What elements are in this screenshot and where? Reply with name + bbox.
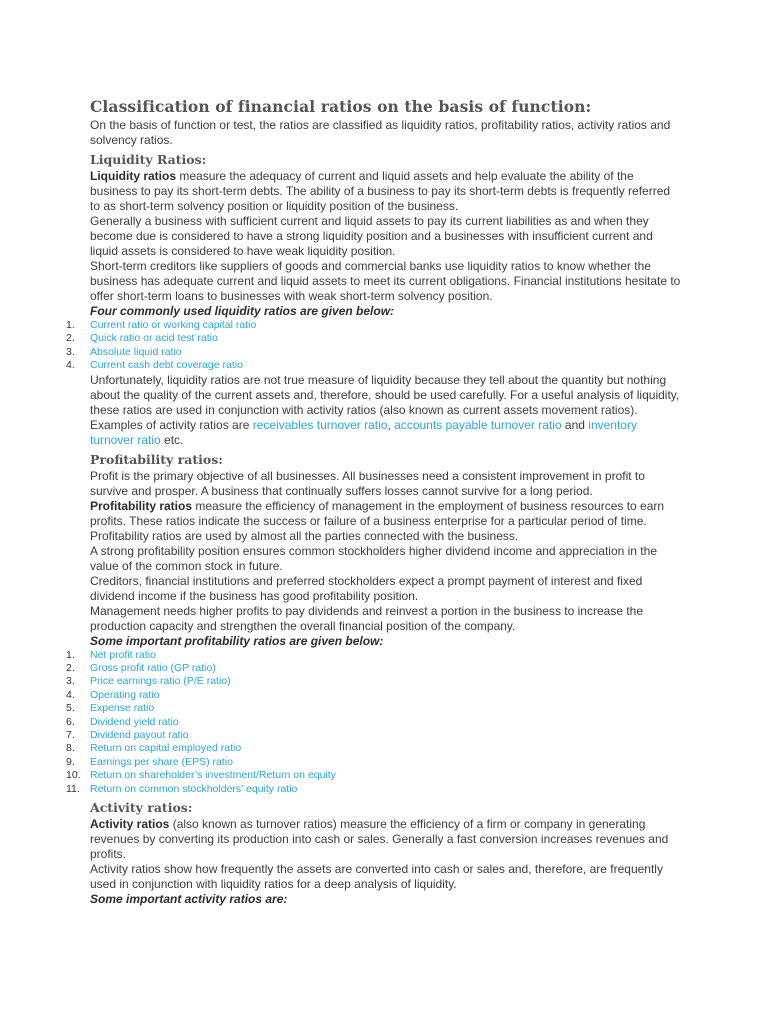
liquidity-paragraph-4: Unfortunately, liquidity ratios are not true measure of liquidity because they tell about the quantity but nothing about the quality of the current assets and, therefore, should be used carefully. For a useful analysis of liquidity, these ratios are used in conjunction with activity ratios (also known as current assets movement ratios). Examples of activity ratios are receivables turnover ratio, accounts payable turnover ratio and inventory turnover ratio etc.	[90, 372, 680, 447]
profitability-paragraph-3: Profitability ratios are used by almost all the parties connected with the business.	[90, 528, 519, 543]
liquidity-paragraph-2: Generally a business with sufficient current and liquid assets to pay its current liabilities as and when they become due is considered to have a strong liquidity position and a businesses with insufficient current and liquid assets is considered to have weak liquidity position.	[90, 214, 653, 258]
accounts-payable-turnover-link[interactable]: accounts payable turnover ratio	[394, 417, 562, 432]
receivables-turnover-link[interactable]: receivables turnover ratio	[252, 417, 388, 432]
ratio-link[interactable]: Dividend yield ratio	[90, 715, 179, 728]
list-item[interactable]: 5. Expense ratio	[66, 702, 155, 715]
ratio-link[interactable]: Dividend payout ratio	[90, 729, 189, 742]
liquidity-paragraph-3: Short-term creditors like suppliers of goods and commercial banks use liquidity ratios to know whether the business has adequate current and liquid assets to meet its current obligations. Financial institutions hesitate to offer short-term loans to businesses with weak short-term solvency position.	[90, 259, 681, 303]
list-item[interactable]: 6. Dividend yield ratio	[66, 715, 179, 728]
liquidity-paragraph-1: Liquidity ratios measure the adequacy of current and liquid assets and help evaluate the ability of the business to pay its short-term debts. The ability of a business to pay its short-term debts is frequently referred to as short-term solvency position or liquidity position of the business.	[90, 169, 671, 213]
profitability-ratio-list	[66, 648, 682, 796]
profitability-paragraph-4: A strong profitability position ensures common stockholders higher dividend income and appreciation in the value of the common stock in future.	[90, 543, 657, 573]
ratio-link[interactable]: Net profit ratio	[90, 648, 156, 661]
profitability-term: Profitability ratios	[90, 498, 193, 513]
profitability-heading: Profitability ratios:	[90, 451, 223, 467]
intro-paragraph: On the basis of function or test, the ratios are classified as liquidity ratios, profitability ratios, activity ratios and solvency ratios.	[90, 118, 671, 147]
list-item[interactable]: 2. Gross profit ratio (GP ratio)	[66, 662, 216, 675]
ratio-link[interactable]: Gross profit ratio (GP ratio)	[90, 662, 216, 675]
ratio-link[interactable]: Expense ratio	[90, 702, 155, 715]
inventory-turnover-link[interactable]: inventory turnover ratio	[90, 417, 637, 447]
liquidity-term: Liquidity ratios	[90, 169, 177, 183]
list-item[interactable]: 9. Earnings per share (EPS) ratio	[66, 755, 233, 768]
ratio-link[interactable]: Return on capital employed ratio	[90, 742, 242, 755]
document-page	[66, 96, 682, 907]
list-item[interactable]: 4. Operating ratio	[66, 688, 160, 701]
ratio-link[interactable]: Return on common stockholders’ equity ratio	[90, 782, 298, 795]
list-item[interactable]: 1. Net profit ratio	[66, 648, 156, 661]
list-item[interactable]: 4. Current cash debt coverage ratio	[66, 359, 243, 372]
list-item[interactable]: 7. Dividend payout ratio	[66, 729, 189, 742]
liquidity-ratio-list	[66, 319, 682, 373]
ratio-link[interactable]: Current ratio or working capital ratio	[90, 319, 257, 331]
profitability-paragraph-5: Creditors, financial institutions and preferred stockholders expect a prompt payment of interest and fixed dividend income if the business has good profitability position.	[90, 573, 643, 603]
profitability-paragraph-6: Management needs higher profits to pay dividends and reinvest a portion in the business to increase the production capacity and strengthen the overall financial position of the company.	[90, 603, 644, 633]
list-item[interactable]: 8. Return on capital employed ratio	[66, 742, 242, 755]
ratio-link[interactable]: Operating ratio	[90, 688, 160, 701]
ratio-link[interactable]: Earnings per share (EPS) ratio	[90, 755, 233, 768]
activity-paragraph-1: Activity ratios (also known as turnover ratios) measure the efficiency of a firm or company in generating revenues by converting its production into cash or sales. Generally a fast conversion increases revenues and profits.	[90, 817, 669, 862]
liquidity-heading: Liquidity Ratios:	[90, 152, 207, 167]
profitability-paragraph-1: Profit is the primary objective of all businesses. All businesses need a consistent improvement in profit to survive and prosper. A business that continually suffers losses cannot survive for a long period.	[90, 468, 645, 498]
activity-list-lead: Some important activity ratios are:	[90, 892, 288, 907]
activity-paragraph-2: Activity ratios show how frequently the assets are converted into cash or sales and, therefore, are frequently used in conjunction with liquidity ratios for a deep analysis of liquidity.	[90, 862, 663, 892]
list-item[interactable]: 2. Quick ratio or acid test ratio	[66, 332, 218, 345]
profitability-list-lead: Some important profitability ratios are given below:	[90, 633, 384, 648]
activity-heading: Activity ratios:	[90, 800, 193, 816]
list-item[interactable]: 1. Current ratio or working capital ratio	[66, 319, 257, 331]
document-title: Classification of financial ratios on the basis of function:	[90, 97, 592, 116]
activity-term: Activity ratios	[90, 817, 170, 832]
ratio-link[interactable]: Current cash debt coverage ratio	[90, 359, 243, 372]
profitability-paragraph-2: Profitability ratios measure the efficiency of management in the employment of business resources to earn profits. These ratios indicate the success or failure of a business enterprise for a particular period of time.	[90, 498, 665, 528]
ratio-link[interactable]: Absolute liquid ratio	[90, 345, 182, 358]
liquidity-list-lead: Four commonly used liquidity ratios are given below:	[90, 304, 395, 318]
ratio-link[interactable]: Price earnings ratio (P/E ratio)	[90, 675, 231, 688]
list-item[interactable]: 11. Return on common stockholders’ equity ratio	[66, 782, 298, 795]
list-item[interactable]: 10. Return on shareholder’s investment/Return on equity	[66, 769, 336, 782]
list-item[interactable]: 3. Price earnings ratio (P/E ratio)	[66, 675, 231, 688]
ratio-link[interactable]: Quick ratio or acid test ratio	[90, 332, 218, 345]
ratio-link[interactable]: Return on shareholder’s investment/Return on equity	[90, 769, 336, 782]
list-item[interactable]: 3. Absolute liquid ratio	[66, 345, 182, 358]
